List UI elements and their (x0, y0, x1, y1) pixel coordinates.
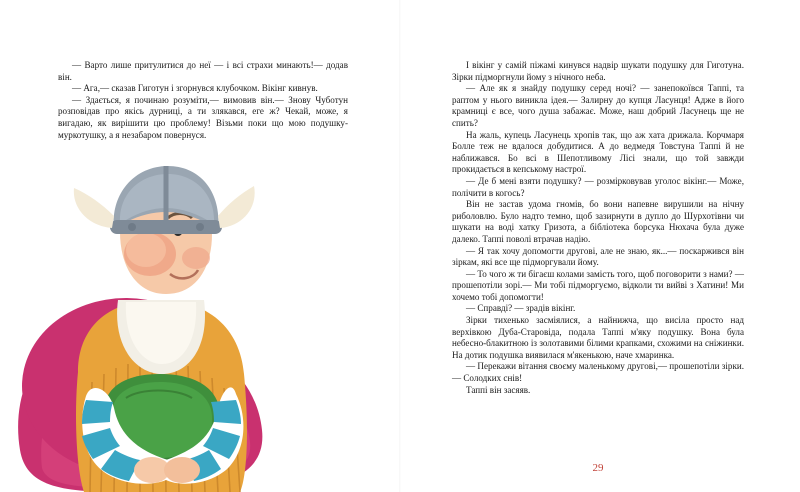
paragraph: — То чого ж ти бігаєш колами замість того, щоб поговорити з нами? — прошепотіли зорі.— Ми тобі підморгуємо, відколи ти вийві з Хатини! Ми хочемо тобі допомогти! (452, 268, 744, 302)
paragraph: І вікінг у самій піжамі кинувся надвір шукати подушку для Гиготуна. Зірки підморгнули йому з нічного неба. (452, 60, 744, 82)
paragraph: На жаль, купець Ласунець хропів так, що аж хата дрижала. Корчмаря Болле теж не вдалося добудитися. А до ведмедя Товстуна Таппі й не наближався. Бо всі в Шепотливому Лісі знали, що той завжди прокидається в кепському настрої. (452, 129, 744, 175)
paragraph: — Здається, я починаю розуміти,— вимовив він.— Знову Чуботун розповідав про якісь дурниці, а ти злякався, еге ж? Чекай, може, я вигадаю, як вирішити цю проблему! Візьми поки що мою подушку-муркотушку, а я незабаром повернуся. (58, 94, 348, 140)
paragraph: — Ага,— сказав Гиготун і згорнувся клубочком. Вікінг кивнув. (72, 83, 318, 94)
left-text-column (58, 60, 348, 141)
paragraph: — Варто лише притулитися до неї — і всі страхи минають!— додав він. (58, 60, 348, 82)
paragraph: Зірки тихенько засміялися, а найнижча, що висіла просто над верхівкою Дуба-Старовіда, подала Таппі м'яку подушку. Вона була небесно-блакитною із золотавими білими крапками, схожими на сніжинки. На дотик подушка виявилася м'якенькою, наче хмаринка. (452, 315, 744, 360)
paragraph: — Але як я знайду подушку серед ночі? — занепокоївся Таппі, та раптом у нього виникла ідея.— Залирну до купця Ласунця! Адже в його крамниці є все, чого душа забажає. Може, наш добрий Ласунець ще не спить? (452, 83, 744, 128)
right-text-column (452, 60, 744, 396)
paragraph: — Справді? — зрадів вікінг. (466, 303, 576, 314)
paragraph: — Перекажи вітання своєму маленькому другові,— прошепотіли зірки.— Солодких снів! (452, 361, 744, 384)
paragraph: Він не застав удома гномів, бо вони напевне вирушили на нічну риболовлю. Було надто темно, щоб зазирнути в дупло до Шурхотівни чи шукати на воді хатку Гризота, а бібліотека борсука Нюхача була дуже далеко. Таппі поволі втрачав надію. (452, 199, 744, 244)
viking-helmet (74, 166, 255, 234)
page-gutter (399, 0, 401, 492)
page-number: 29 (592, 462, 604, 474)
paragraph: — Де б мені взяти подушку? — розмірковував уголос вікінг.— Може, полічити в когось? (452, 175, 744, 198)
illustration-viking (0, 150, 360, 492)
paragraph: Таппі він засяяв. (466, 384, 531, 395)
paragraph: — Я так хочу допомогти другові, але не знаю, як...— поскаржився він зіркам, які все ще підморгували йому. (452, 245, 744, 268)
